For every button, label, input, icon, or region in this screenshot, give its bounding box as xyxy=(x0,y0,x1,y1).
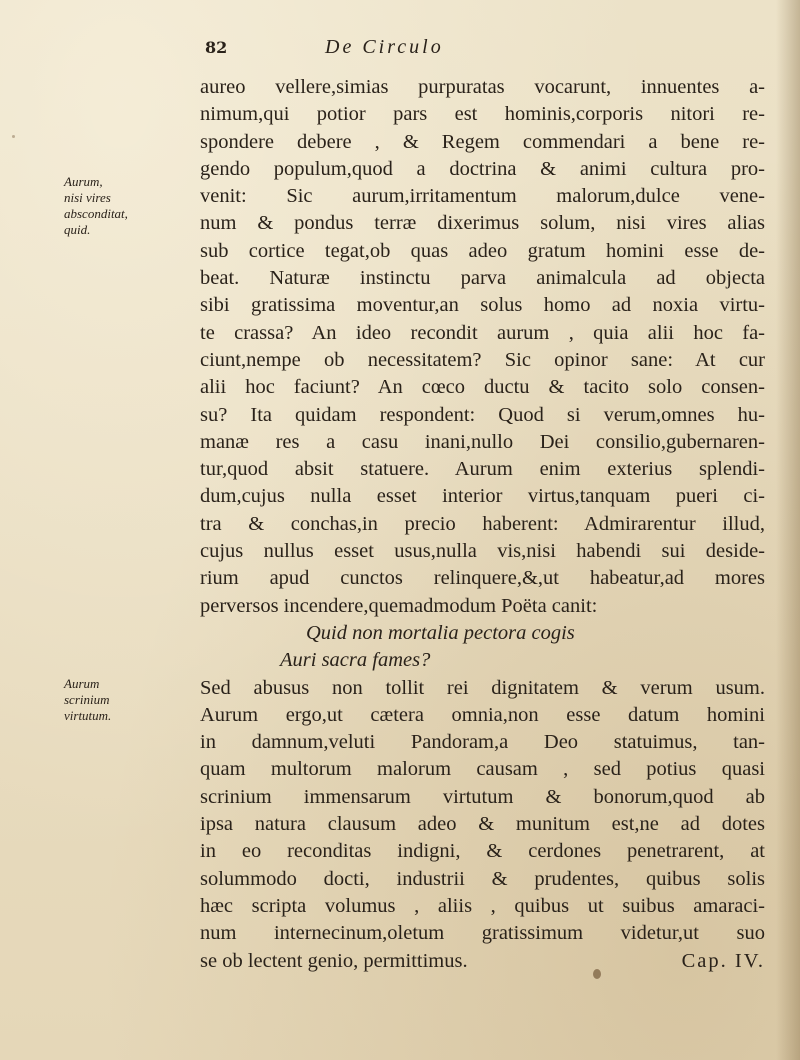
text-line: in damnum,veluti Pandoram,a Deo statuimus, tan- xyxy=(200,731,765,754)
text-line: Sed abusus non tollit rei dignitatem & verum usum. xyxy=(200,676,765,699)
text-line: in eo reconditas indigni, & cerdones penetrarent, at xyxy=(200,840,765,863)
text-line: sibi gratissima moventur,an solus homo ad noxia virtu- xyxy=(200,294,765,317)
verse-line: Auri sacra fames? xyxy=(280,649,431,672)
text-line: venit: Sic aurum,irritamentum malorum,dulce vene- xyxy=(200,185,765,208)
text-line: tra & conchas,in precio haberent: Admirarentur illud, xyxy=(200,512,765,535)
text-line: alii hoc faciunt? An cœco ductu & tacito solo consen- xyxy=(200,376,765,399)
page-edge-shadow xyxy=(776,0,800,1060)
text-line: ipsa natura clausum adeo & munitum est,ne ad dotes xyxy=(200,813,765,836)
text-line: beat. Naturæ instinctu parva animalcula ad objecta xyxy=(200,267,765,290)
text-line: perversos incendere,quemadmodum Poëta canit: xyxy=(200,594,598,617)
text-line: ciunt,nempe ob necessitatem? Sic opinor sane: At cur xyxy=(200,348,765,371)
text-line: spondere debere , & Regem commendari a bene re- xyxy=(200,130,765,153)
text-line: dum,cujus nulla esset interior virtus,tanquam pueri ci- xyxy=(200,485,765,508)
marginal-line: scrinium xyxy=(64,692,110,707)
text-line: gendo populum,quod a doctrina & animi cultura pro- xyxy=(200,157,765,180)
text-line: hæc scripta volumus , aliis , quibus ut suibus amaraci- xyxy=(200,894,765,917)
text-line: num & pondus terræ dixerimus solum, nisi vires alias xyxy=(200,212,765,235)
marginal-note-aurum-scrinium xyxy=(64,676,111,724)
text-line: scrinium immensarum virtutum & bonorum,quod ab xyxy=(200,785,765,808)
text-line: sub cortice tegat,ob quas adeo gratum homini esse de- xyxy=(200,239,765,262)
text-line: nimum,qui potior pars est hominis,corporis nitori re- xyxy=(200,103,765,126)
catchword: Cap. IV. xyxy=(681,949,765,972)
text-line: aureo vellere,simias purpuratas vocarunt, innuentes a- xyxy=(200,76,765,98)
text-line: cujus nullus esset usus,nulla vis,nisi habendi sui deside- xyxy=(200,540,765,563)
running-title: De Circulo xyxy=(325,36,444,58)
text-line: tur,quod absit statuere. Aurum enim exterius splendi- xyxy=(200,458,765,481)
marginal-note-aurum-vires xyxy=(64,174,128,238)
marginal-line: absconditat, xyxy=(64,206,128,221)
text-line: quam multorum malorum causam , sed potius quasi xyxy=(200,758,765,781)
ink-stain xyxy=(593,969,601,979)
verse-line: Quid non mortalia pectora cogis xyxy=(306,621,575,644)
marginal-line: Aurum, xyxy=(64,174,103,189)
text-line: rium apud cunctos relinquere,&,ut habeatur,ad mores xyxy=(200,567,765,590)
marginal-line: Aurum xyxy=(64,676,100,691)
ink-speck xyxy=(12,135,15,138)
text-line: manæ res a casu inani,nullo Dei consilio,gubernaren- xyxy=(200,430,765,453)
body-text xyxy=(200,74,765,975)
text-line: solummodo docti, industrii & prudentes, quibus solis xyxy=(200,867,765,890)
text-line-final-words: se ob lectent genio, permittimus. xyxy=(200,949,468,972)
text-line: su? Ita quidam respondent: Quod si verum,omnes hu- xyxy=(200,403,765,426)
text-line: num internecinum,oletum gratissimum videtur,ut suo xyxy=(200,922,765,945)
marginal-line: virtutum. xyxy=(64,708,112,723)
marginal-line: quid. xyxy=(64,222,91,237)
text-line-last xyxy=(200,948,765,975)
text-line: Aurum ergo,ut cætera omnia,non esse datum homini xyxy=(200,703,765,726)
page-number: 82 xyxy=(205,38,228,57)
page-header xyxy=(205,38,760,64)
text-line: te crassa? An ideo recondit aurum , quia alii hoc fa- xyxy=(200,321,765,344)
marginal-line: nisi vires xyxy=(64,190,111,205)
